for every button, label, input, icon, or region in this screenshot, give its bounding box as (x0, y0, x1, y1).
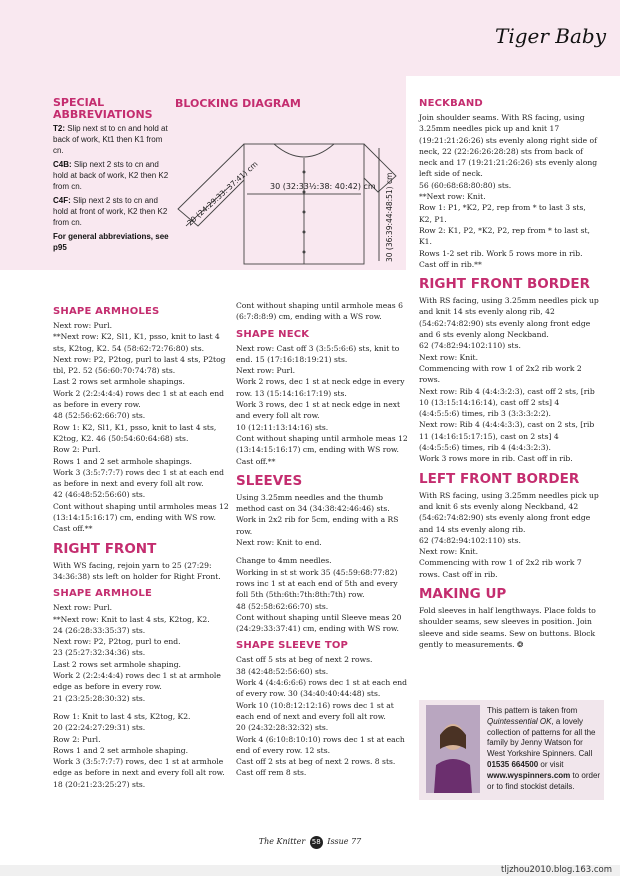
col3-line: 62 (74:82:94:102:110) sts. (419, 341, 521, 351)
credit-text: tljzhou2010.blog.163.com (501, 865, 612, 875)
col1-line: Row 1: K2, Sl1, K1, psso, knit to last 4 sts, K2tog, K2. 46 (50:54:60:64:68) sts. (53, 422, 217, 443)
left-front-border-heading: LEFT FRONT BORDER (419, 470, 580, 487)
book-cover-image (426, 705, 480, 793)
col2-line: Change to 4mm needles. (236, 556, 332, 566)
col3-line: **Next row: Knit. (419, 192, 486, 202)
website-link[interactable]: www.wyspinners.com (487, 770, 571, 780)
col1-line: 20 (22:24:27:29:31) sts. (53, 723, 146, 733)
right-front-border-heading: RIGHT FRONT BORDER (419, 276, 590, 293)
abbr-c4f: C4F: Slip next 2 sts to cn and hold at front of work, K2 then K2 from cn. (53, 196, 168, 227)
sleeve-label: 20 (24:29:33: 37:41) cm (185, 159, 260, 228)
issue-number: Issue 77 (327, 837, 362, 846)
shape-armhole-heading: SHAPE ARMHOLE (53, 588, 153, 600)
col3-line: Next row: Rib 4 (4:4:4:3:3), cast on 2 sts, [rib 11 (14:16:15:17:15), cast on 2 sts] 4 (4:4:5:5:6) times, rib 4 (4:4:3:2:3). (419, 420, 595, 453)
abbreviations-heading: SPECIAL ABBREVIATIONS (53, 96, 153, 121)
col3-line: Row 1: P1, *K2, P2, rep from * to last 3 sts, K2, P1. (419, 203, 586, 224)
col1-line: Rows 1 and 2 set armhole shapings. (53, 456, 192, 466)
col1-line: Row 2: Purl. (53, 445, 101, 455)
neckline-outline (274, 144, 334, 157)
col2-line: Cast off 5 sts at beg of next 2 rows. (236, 655, 373, 665)
special-abbreviations (53, 97, 171, 256)
shape-neck-heading: SHAPE NECK (236, 328, 310, 340)
col1-line: Next row: Purl. (53, 321, 113, 330)
col2-line: Work 10 (10:8:12:12:16) rows dec 1 st at each end of next and every foll alt row. (236, 700, 394, 721)
col2-line: Work 3 rows, dec 1 st at neck edge in next and every foll alt row. (236, 400, 401, 421)
col1-line: Last 2 rows set armhole shaping. (53, 659, 181, 669)
col2-line: Next row: Purl. (236, 366, 296, 376)
col3-line: Join shoulder seams. With RS facing, using 3.25mm needles pick up and knit 17 (19:21:21:26:26) sts evenly along right side of neck, 22 (22:26:26:28:28) sts from back of neck and 17 (19:21:21:26:26) sts evenly along left side of neck. (419, 113, 598, 179)
sleeves-heading: SLEEVES (236, 472, 303, 489)
col1-line: **Next row: Knit to last 4 sts, K2tog, K2. (53, 614, 210, 624)
col1-line: 21 (23:25:28:30:32) sts. (53, 693, 146, 703)
col2-line: Working in st st work 35 (45:59:68:77:82) rows inc 1 st at each end of 5th and every foll 5th (5th:6th:7th:8th:7th) row. (236, 567, 398, 600)
col3-line: With RS facing, using 3.25mm needles pick up and knit 14 sts evenly along rib, 42 (54:62:74:82:90) sts evenly along front edge and 6 sts evenly along Neckband. (419, 296, 599, 340)
right-front-heading: RIGHT FRONT (53, 540, 157, 557)
column-left (53, 300, 231, 790)
page-footer (0, 836, 620, 849)
col1-line: **Next row: K2, Sl1, K1, psso, knit to last 4 sts, K2tog, K2. 54 (58:62:72:76:80) sts. (53, 332, 220, 353)
col1-line: Rows 1 and 2 set armhole shaping. (53, 745, 189, 755)
abbr-general: For general abbreviations, see p95 (53, 232, 169, 252)
blocking-diagram (168, 114, 404, 269)
col1-line: Work 2 (2:2:4:4:4) rows dec 1 st at each end as before in every row. (53, 388, 224, 410)
width-label: 30 (32:33½:38: 40:42) cm (270, 182, 376, 191)
col3-line: Row 2: K1, P2, *K2, P2, rep from * to last st, K1. (419, 225, 590, 247)
col3-line: Next row: Knit. (419, 547, 479, 557)
col2-line: Cast off rem 8 sts. (236, 768, 307, 778)
col1-line: 24 (26:28:33:35:37) sts. (53, 625, 146, 635)
book-title: Quintessential OK (487, 716, 552, 726)
col2-line: 38 (42:48:52:56:60) sts. (236, 666, 329, 676)
col3-line: 62 (74:82:94:102:110) sts. (419, 535, 521, 545)
col1-line: Row 2: Purl. (53, 734, 101, 744)
blocking-diagram-heading: BLOCKING DIAGRAM (175, 97, 301, 110)
col1-line: 23 (25:27:32:34:36) sts. (53, 648, 146, 658)
col2-line: Next row: Cast off 3 (3:5:5:6:6) sts, knit to end. 15 (17:16:18:19:21) sts. (236, 343, 400, 364)
col2-line: 48 (52:58:62:66:70) sts. (236, 601, 329, 611)
col2-line: Next row: Knit to end. (236, 538, 322, 548)
neckband-heading: NECKBAND (419, 98, 483, 109)
col3-line: 56 (60:68:68:80:80) sts. (419, 180, 512, 190)
shape-armholes-heading: SHAPE ARMHOLES (53, 306, 160, 317)
col1-line: Row 1: Knit to last 4 sts, K2tog, K2. (53, 711, 191, 721)
length-label: 30 (36:39:44:48:51) cm (385, 172, 394, 262)
col3-line: Rows 1-2 set rib. Work 5 rows more in rib. Cast off in rib.** (419, 248, 583, 269)
col2-line: Work 2 rows, dec 1 st at neck edge in every row. 13 (15:14:16:17:19) sts. (236, 377, 405, 398)
col3-line: Work 3 rows more in rib. Cast off in rib. (419, 454, 573, 464)
col3-line: Next row: Rib 4 (4:4:3:2:3), cast off 2 sts, [rib 10 (13:15:14:16:14), cast off 2 sts] 4 (4:4:5:5:6) times, rib 3 (3:3:3:2:2). (419, 386, 595, 419)
col2-line: Cast off 2 sts at beg of next 2 rows. 8 sts. (236, 757, 396, 767)
col1-line: Next row: P2, P2tog, purl to last 4 sts, P2tog tbl, P2. 52 (56:60:70:74:78) sts. (53, 354, 226, 376)
col3-line: Fold sleeves in half lengthways. Place folds to shoulder seams, sew sleeves in position. Join sleeve and side seams. Sew on buttons. Block gently to measurements. ❂ (419, 605, 596, 649)
col2-line: Using 3.25mm needles and the thumb method cast on 34 (34:38:42:46:46) sts. (236, 492, 390, 514)
credit-bar (0, 865, 620, 876)
making-up-heading: MAKING UP (419, 585, 507, 602)
page-title: Tiger Baby (494, 24, 606, 48)
promo-text: This pattern is taken from Quintessential OK, a lovely collection of patterns for all the family by Jenny Watson for West Yorkshire Spinners. Call 01535 664500 or visit www.wyspinners.com to order or to find stockist details. (487, 706, 601, 791)
shape-sleeve-top-heading: SHAPE SLEEVE TOP (236, 640, 349, 652)
col3-line: Commencing with row 1 of 2x2 rib work 7 rows. Cast off in rib. (419, 558, 582, 579)
abbr-c4b: C4B: Slip next 2 sts to cn and hold at back of work, K2 then K2 from cn. (53, 160, 169, 191)
col1-line: 42 (46:48:52:56:60) sts. (53, 490, 146, 500)
col2-line: Cont without shaping until Sleeve meas 20 (24:29:33:37:41) cm, ending with WS row. (236, 612, 402, 634)
col2-line: Cont without shaping until armhole meas 6 (6:7:8:8:9) cm, ending with a WS row. (236, 301, 403, 322)
col2-line: Work 4 (4:4:6:6:6) rows dec 1 st at each end of every row. 30 (34:40:40:44:48) sts. (236, 678, 407, 699)
col2-line: 20 (24:32:28:32:32) sts. (236, 723, 329, 733)
col1-line: Cont without shaping until armholes meas 12 (13:14:15:16:17) cm, ending with WS row. Cast off.** (53, 501, 229, 534)
col1-line: 48 (52:56:62:66:70) sts. (53, 411, 146, 421)
col1-line: With WS facing, rejoin yarn to 25 (27:29: 34:36:38) sts left on holder for Right Front. (53, 560, 221, 581)
col2-line: Cont without shaping until armhole meas 12 (13:14:15:16:17) cm, ending with WS row. Cast off.** (236, 433, 408, 466)
col1-line: Work 2 (2:2:4:4:4) rows dec 1 st at armhole edge as before in every row. (53, 671, 221, 692)
col2-line: 10 (12:11:13:14:16) sts. (236, 422, 329, 432)
col1-line: Work 3 (3:5:7:7:7) rows dec 1 st at each end as before in next and every foll alt row. (53, 467, 224, 489)
col1-line: 18 (20:21:23:25:27) sts. (53, 779, 146, 789)
column-right (419, 98, 599, 650)
col1-line: Next row: Purl. (53, 603, 113, 613)
col3-line: Next row: Knit. (419, 352, 479, 362)
magazine-name: The Knitter (258, 837, 306, 846)
col3-line: Commencing with row 1 of 2x2 rib work 2 rows. (419, 363, 582, 385)
col1-line: Next row: P2, P2tog, purl to end. (53, 637, 181, 647)
phone-number: 01535 664500 (487, 759, 539, 769)
col2-line: Work in 2x2 rib for 5cm, ending with a RS row. (236, 515, 399, 536)
col1-line: Last 2 rows set armhole shapings. (53, 377, 185, 387)
col3-line: With RS facing, using 3.25mm needles pick up and knit 6 sts evenly along Neckband, 42 (54:62:74:82:90) sts evenly along front edge and 14 sts evenly along rib. (419, 490, 599, 534)
col2-line: Work 4 (6:10:8:10:10) rows dec 1 st at each end of every row. 12 sts. (236, 734, 405, 755)
column-middle (236, 300, 412, 779)
abbr-t2: T2: Slip next st to cn and hold at back of work, Kt1 then K1 from cn. (53, 124, 168, 155)
page-number: 58 (310, 836, 323, 849)
col1-line: Work 3 (3:5:7:7:7) rows, dec 1 st at armhole edge as before in next and every foll alt row. (53, 757, 225, 778)
